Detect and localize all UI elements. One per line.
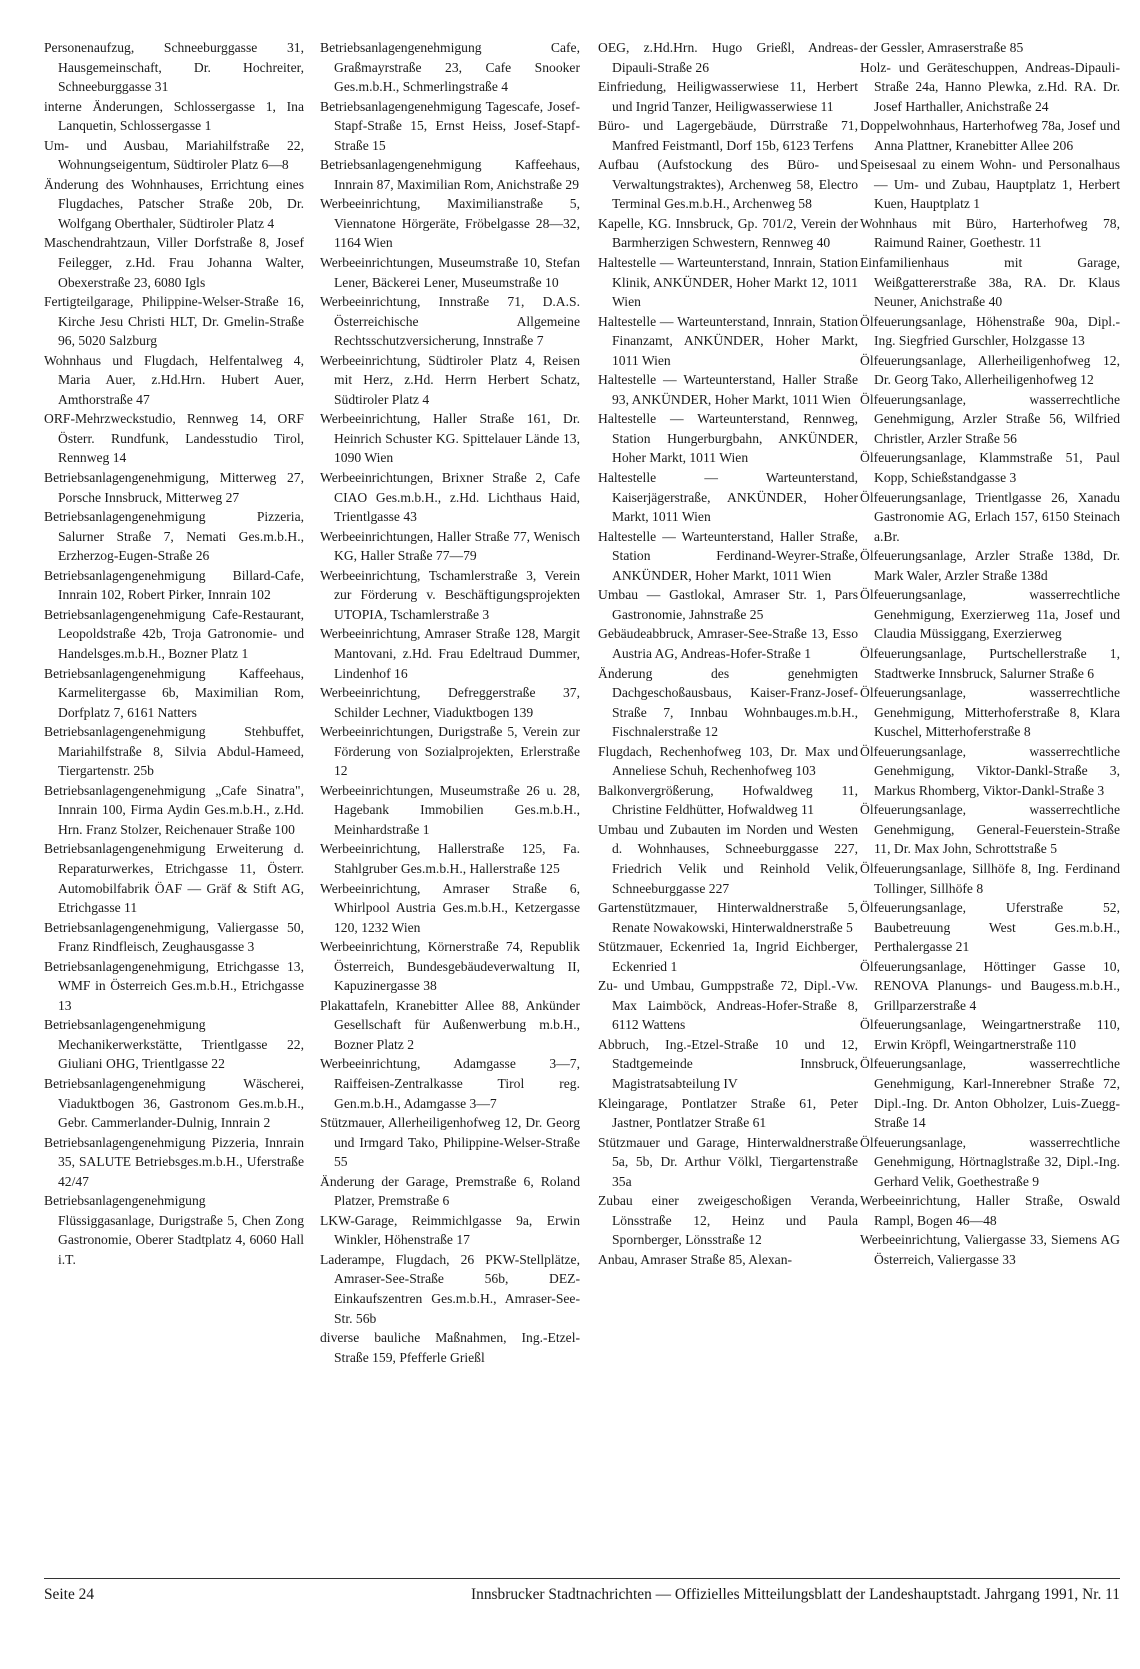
permit-entry: Stützmauer, Allerheiligenhofweg 12, Dr. Georg und Irmgard Tako, Philippine-Welser-Straße 55 xyxy=(320,1115,580,1170)
permit-entry: Fertigteilgarage, Philippine-Welser-Straße 16, Kirche Jesu Christi HLT, Dr. Gmelin-Straße 96, 5020 Salzburg xyxy=(44,294,304,349)
permit-entry: Haltestelle — Warteunterstand, Haller Straße 93, ANKÜNDER, Hoher Markt, 1011 Wien xyxy=(598,372,858,407)
column-3 xyxy=(598,38,858,1570)
publication-line: Innsbrucker Stadtnachrichten — Offizielles Mitteilungsblatt der Landeshauptstadt. Jahrgang 1991, Nr. 11 xyxy=(471,1586,1120,1603)
permit-entry: Ölfeuerungsanlage, Höhenstraße 90a, Dipl.-Ing. Siegfried Gurschler, Holzgasse 13 xyxy=(860,313,1120,349)
permit-entry: LKW-Garage, Reimmichlgasse 9a, Erwin Winkler, Höhenstraße 17 xyxy=(320,1212,580,1248)
permit-entry: Zu- und Umbau, Gumppstraße 72, Dipl.-Vw. Max Laimböck, Andreas-Hofer-Straße 8, 6112 Wattens xyxy=(598,978,858,1033)
permit-entry: Ölfeuerungsanlage, Weingartnerstraße 110, Erwin Kröpfl, Weingartnerstraße 110 xyxy=(860,1017,1120,1052)
permit-entry: Betriebsanlagengenehmigung Wäscherei, Viaduktbogen 36, Gastronom Ges.m.b.H., Gebr. Cammerlander-Dulnig, Innrain 2 xyxy=(44,1075,304,1131)
permit-entry: diverse bauliche Maßnahmen, Ing.-Etzel-Straße 159, Pfefferle Grießl xyxy=(320,1330,580,1365)
page-number: Seite 24 xyxy=(44,1586,95,1603)
permit-entry: Änderung des Wohnhauses, Errichtung eines Flugdaches, Patscher Straße 20b, Dr. Wolfgang Oberthaler, Südtiroler Platz 4 xyxy=(44,176,304,231)
permit-entry: Ölfeuerungsanlage, Purtschellerstraße 1, Stadtwerke Innsbruck, Salurner Straße 6 xyxy=(860,645,1120,681)
permit-entry: Holz- und Geräteschuppen, Andreas-Dipauli-Straße 24a, Hanno Plewka, z.Hd. RA. Dr. Josef Harthaller, Anichstraße 24 xyxy=(860,59,1120,114)
permit-entry: Büro- und Lagergebäude, Dürrstraße 71, Manfred Feistmantl, Dorf 15b, 6123 Terfens xyxy=(598,118,858,153)
permit-entry: Betriebsanlagengenehmigung Erweiterung d. Reparaturwerkes, Etrichgasse 11, Österr. Automobilfabrik ÖAF — Gräf & Stift AG, Etrichgasse 11 xyxy=(44,841,304,916)
permit-entry: Kleingarage, Pontlatzer Straße 61, Peter Jastner, Pontlatzer Straße 61 xyxy=(598,1095,858,1131)
permit-entry: Laderampe, Flugdach, 26 PKW-Stellplätze, Amraser-See-Straße 56b, DEZ-Einkaufszentren Ges.m.b.H., Amraser-See-Str. 56b xyxy=(320,1251,580,1326)
permit-entry: Speisesaal zu einem Wohn- und Personalhaus — Um- und Zubau, Hauptplatz 1, Herbert Kuen, Hauptplatz 1 xyxy=(860,157,1120,212)
permit-entry: Betriebsanlagengenehmigung, Mitterweg 27, Porsche Innsbruck, Mitterweg 27 xyxy=(44,470,304,505)
permit-entry: OEG, z.Hd.Hrn. Hugo Grießl, Andreas-Dipauli-Straße 26 xyxy=(598,40,858,75)
permit-entry: Betriebsanlagengenehmigung Billard-Cafe, Innrain 102, Robert Pirker, Innrain 102 xyxy=(44,567,304,603)
permit-entry: Betriebsanlagengenehmigung Stehbuffet, Mariahilfstraße 8, Silvia Abdul-Hameed, Tiergartenstr. 25b xyxy=(44,724,304,779)
permit-entry: ORF-Mehrzweckstudio, Rennweg 14, ORF Österr. Rundfunk, Landesstudio Tirol, Rennweg 14 xyxy=(44,411,304,466)
permit-entry: Gebäudeabbruck, Amraser-See-Straße 13, Esso Austria AG, Andreas-Hofer-Straße 1 xyxy=(598,626,858,661)
permit-entry: Werbeeinrichtung, Adamgasse 3—7, Raiffeisen-Zentralkasse Tirol reg. Gen.m.b.H., Adamgasse 3—7 xyxy=(320,1056,580,1111)
permit-entry: Ölfeuerungsanlage, Höttinger Gasse 10, RENOVA Planungs- und Baugess.m.b.H., Grillparzerstraße 4 xyxy=(860,958,1120,1013)
permit-entry: Personenaufzug, Schneeburggasse 31, Hausgemeinschaft, Dr. Hochreiter, Schneeburggasse 31 xyxy=(44,40,304,95)
permit-entry: Werbeeinrichtung, Amraser Straße 6, Whirlpool Austria Ges.m.b.H., Ketzergasse 120, 1232 Wien xyxy=(320,880,580,935)
permit-entry: Aufbau (Aufstockung des Büro- und Verwaltungstraktes), Archenweg 58, Electro Terminal Ges.m.b.H., Archenweg 58 xyxy=(598,157,858,212)
permit-entry: Haltestelle — Warteunterstand, Kaiserjägerstraße, ANKÜNDER, Hoher Markt, 1011 Wien xyxy=(598,470,858,525)
permit-entry: Haltestelle — Warteunterstand, Rennweg, Station Hungerburgbahn, ANKÜNDER, Hoher Markt, 1011 Wien xyxy=(598,411,858,466)
column-1 xyxy=(44,38,304,1570)
permit-entry: Werbeeinrichtung, Tschamlerstraße 3, Verein zur Förderung v. Beschäftigungsprojekten UTOPIA, Tschamlerstraße 3 xyxy=(320,567,580,622)
permit-entry: Betriebsanlagengenehmigung Kaffeehaus, Innrain 87, Maximilian Rom, Anichstraße 29 xyxy=(320,157,580,192)
permit-entry: Werbeeinrichtungen, Museumstraße 26 u. 28, Hagebank Immobilien Ges.m.b.H., Meinhardstraße 1 xyxy=(320,782,580,837)
permit-entry: Betriebsanlagengenehmigung Mechanikerwerkstätte, Trientlgasse 22, Giuliani OHG, Trientlgasse 22 xyxy=(44,1017,304,1072)
permit-entry: Werbeeinrichtung, Valiergasse 33, Siemens AG Österreich, Valiergasse 33 xyxy=(860,1232,1120,1267)
permit-entry: Stützmauer, Eckenried 1a, Ingrid Eichberger, Eckenried 1 xyxy=(598,939,858,974)
column-2 xyxy=(320,38,580,1570)
permit-entry: Umbau und Zubauten im Norden und Westen d. Wohnhauses, Schneeburggasse 227, Friedrich Velik und Reinhold Velik, Schneeburggasse 227 xyxy=(598,821,858,896)
permit-entry: Maschendrahtzaun, Viller Dorfstraße 8, Josef Feilegger, z.Hd. Frau Johanna Walter, Obexerstraße 23, 6080 Igls xyxy=(44,235,304,290)
permit-entry: Ölfeuerungsanlage, wasserrechtliche Genehmigung, Hörtnaglstraße 32, Dipl.-Ing. Gerhard Velik, Goethestraße 9 xyxy=(860,1134,1120,1189)
permit-entry: Ölfeuerungsanlage, wasserrechtliche Genehmigung, General-Feuerstein-Straße 11, Dr. Max John, Schrottstraße 5 xyxy=(860,802,1120,857)
permit-entry: Betriebsanlagengenehmigung, Etrichgasse 13, WMF in Österreich Ges.m.b.H., Etrichgasse 13 xyxy=(44,958,304,1013)
permit-entry: Wohnhaus mit Büro, Harterhofweg 78, Raimund Rainer, Goethestr. 11 xyxy=(860,215,1120,251)
permit-entry: Ölfeuerungsanlage, Sillhöfe 8, Ing. Ferdinand Tollinger, Sillhöfe 8 xyxy=(860,860,1120,896)
permit-entry: Werbeeinrichtung, Maximilianstraße 5, Viennatone Hörgeräte, Fröbelgasse 28—32, 1164 Wien xyxy=(320,196,580,251)
permit-entry: Gartenstützmauer, Hinterwaldnerstraße 5, Renate Nowakowski, Hinterwaldnerstraße 5 xyxy=(598,900,858,935)
permit-entry: Umbau — Gastlokal, Amraser Str. 1, Pars Gastronomie, Jahnstraße 25 xyxy=(598,587,858,622)
permit-entry: der Gessler, Amraserstraße 85 xyxy=(860,40,1024,55)
permit-entry: Plakattafeln, Kranebitter Allee 88, Ankünder Gesellschaft für Außenwerbung m.b.H., Bozner Platz 2 xyxy=(320,997,580,1052)
permit-entry: Ölfeuerungsanlage, wasserrechtliche Genehmigung, Exerzierweg 11a, Josef und Claudia Müssiggang, Exerzierweg xyxy=(860,587,1120,642)
permit-entry: Wohnhaus und Flugdach, Helfentalweg 4, Maria Auer, z.Hd.Hrn. Hubert Auer, Amthorstraße 47 xyxy=(44,352,304,407)
permit-entry: Betriebsanlagengenehmigung Cafe, Graßmayrstraße 23, Cafe Snooker Ges.m.b.H., Schmerlingstraße 4 xyxy=(320,40,580,95)
permit-entry: Zubau einer zweigeschoßigen Veranda, Lönsstraße 12, Heinz und Paula Spornberger, Lönsstraße 12 xyxy=(598,1193,858,1248)
permit-entry: Betriebsanlagengenehmigung Cafe-Restaurant, Leopoldstraße 42b, Troja Gatronomie- und Handelsges.m.b.H., Bozner Platz 1 xyxy=(44,606,304,661)
permit-entry: Ölfeuerungsanlage, Klammstraße 51, Paul Kopp, Schießstandgasse 3 xyxy=(860,450,1120,486)
permit-entry: Betriebsanlagengenehmigung Pizzeria, Innrain 35, SALUTE Betriebsges.m.b.H., Uferstraße 42/47 xyxy=(44,1134,304,1189)
permit-entry: Werbeeinrichtung, Körnerstraße 74, Republik Österreich, Bundesgebäudeverwaltung II, Kapuzinergasse 38 xyxy=(320,939,580,994)
permit-entry: Betriebsanlagengenehmigung „Cafe Sinatra", Innrain 100, Firma Aydin Ges.m.b.H., z.Hd. Hrn. Franz Stolzer, Reichenauer Straße 100 xyxy=(44,782,304,837)
permit-entry: Betriebsanlagengenehmigung Flüssiggasanlage, Durigstraße 5, Chen Zong Gastronomie, Oberer Stadtplatz 4, 6060 Hall i.T. xyxy=(44,1193,304,1267)
permit-entry: Werbeeinrichtung, Hallerstraße 125, Fa. Stahlgruber Ges.m.b.H., Hallerstraße 125 xyxy=(320,841,580,876)
permit-entry: Ölfeuerungsanlage, Arzler Straße 138d, Dr. Mark Waler, Arzler Straße 138d xyxy=(860,548,1120,583)
permit-entry: Änderung des genehmigten Dachgeschoßausbaus, Kaiser-Franz-Josef-Straße 7, Innbau Wohnbauges.m.b.H., Fischnalerstraße 12 xyxy=(598,665,858,740)
permit-entry: Ölfeuerungsanlage, wasserrechtliche Genehmigung, Karl-Innerebner Straße 72, Dipl.-Ing. Dr. Anton Obholzer, Luis-Zuegg-Straße 14 xyxy=(860,1056,1120,1131)
permit-entry: Betriebsanlagengenehmigung, Valiergasse 50, Franz Rindfleisch, Zeughausgasse 3 xyxy=(44,919,304,955)
permit-entry: Kapelle, KG. Innsbruck, Gp. 701/2, Verein der Barmherzigen Schwestern, Rennweg 40 xyxy=(598,215,858,251)
permit-entry: Einfamilienhaus mit Garage, Weißgattererstraße 38a, RA. Dr. Klaus Neuner, Anichstraße 40 xyxy=(860,255,1120,310)
permit-entry: Ölfeuerungsanlage, wasserrechtliche Genehmigung, Mitterhoferstraße 8, Klara Kuschel, Mitterhoferstraße 8 xyxy=(860,685,1120,740)
permit-entry: Ölfeuerungsanlage, wasserrechtliche Genehmigung, Viktor-Dankl-Straße 3, Markus Rhomberg, Viktor-Dankl-Straße 3 xyxy=(860,743,1120,798)
permit-entry: Flugdach, Rechenhofweg 103, Dr. Max und Anneliese Schuh, Rechenhofweg 103 xyxy=(598,743,858,779)
permit-entry: Anbau, Amraser Straße 85, Alexan- xyxy=(598,1251,793,1267)
permit-entry: Balkonvergrößerung, Hofwaldweg 11, Christine Feldhütter, Hofwaldweg 11 xyxy=(598,782,858,818)
permit-entry: Ölfeuerungsanlage, Trientlgasse 26, Xanadu Gastronomie AG, Erlach 157, 6150 Steinach a.Br. xyxy=(860,489,1120,544)
permit-entry: Abbruch, Ing.-Etzel-Straße 10 und 12, Stadtgemeinde Innsbruck, Magistratsabteilung IV xyxy=(598,1036,858,1091)
permit-entry: Werbeeinrichtungen, Haller Straße 77, Wenisch KG, Haller Straße 77—79 xyxy=(320,528,580,564)
permit-entry: Werbeeinrichtung, Haller Straße 161, Dr. Heinrich Schuster KG. Spittelauer Lände 13, 1090 Wien xyxy=(320,411,580,466)
permit-entry: Haltestelle — Warteunterstand, Innrain, Station Klinik, ANKÜNDER, Hoher Markt 12, 1011 Wien xyxy=(598,255,858,310)
permit-entry: Betriebsanlagengenehmigung Kaffeehaus, Karmelitergasse 6b, Maximilian Rom, Dorfplatz 7, 6161 Natters xyxy=(44,665,304,720)
permit-entry: Einfriedung, Heiligwasserwiese 11, Herbert und Ingrid Tanzer, Heiligwasserwiese 11 xyxy=(598,79,858,114)
permit-entry: Doppelwohnhaus, Harterhofweg 78a, Josef und Anna Plattner, Kranebitter Allee 206 xyxy=(860,118,1120,153)
column-4 xyxy=(860,38,1120,1570)
entry-columns xyxy=(44,38,1120,1570)
permit-entry: Werbeeinrichtung, Amraser Straße 128, Margit Mantovani, z.Hd. Frau Edeltraud Dummer, Lindenhof 16 xyxy=(320,626,580,681)
page-footer xyxy=(44,1586,1120,1608)
permit-entry: Änderung der Garage, Premstraße 6, Roland Platzer, Premstraße 6 xyxy=(320,1173,580,1209)
permit-entry: Werbeeinrichtungen, Museumstraße 10, Stefan Lener, Bäckerei Lener, Museumstraße 10 xyxy=(320,255,580,290)
permit-entry: Um- und Ausbau, Mariahilfstraße 22, Wohnungseigentum, Südtiroler Platz 6—8 xyxy=(44,137,304,173)
permit-entry: Werbeeinrichtung, Südtiroler Platz 4, Reisen mit Herz, z.Hd. Herrn Herbert Schatz, Südtiroler Platz 4 xyxy=(320,352,580,407)
permit-entry: Werbeeinrichtung, Defreggerstraße 37, Schilder Lechner, Viaduktbogen 139 xyxy=(320,685,580,720)
permit-entry: Werbeeinrichtung, Innstraße 71, D.A.S. Österreichische Allgemeine Rechtsschutzversicherung, Innstraße 7 xyxy=(320,294,580,349)
permit-entry: Haltestelle — Warteunterstand, Innrain, Station Finanzamt, ANKÜNDER, Hoher Markt, 1011 Wien xyxy=(598,313,858,368)
permit-entry: Betriebsanlagengenehmigung Pizzeria, Salurner Straße 7, Nemati Ges.m.b.H., Erzherzog-Eugen-Straße 26 xyxy=(44,509,304,564)
permit-entry: Stützmauer und Garage, Hinterwaldnerstraße 5a, 5b, Dr. Arthur Völkl, Tiergartenstraße 35a xyxy=(598,1134,858,1189)
permit-entry: Werbeeinrichtungen, Brixner Straße 2, Cafe CIAO Ges.m.b.H., z.Hd. Lichthaus Haid, Trientlgasse 43 xyxy=(320,470,580,525)
footer-rule xyxy=(44,1578,1120,1579)
permit-entry: Ölfeuerungsanlage, Allerheiligenhofweg 12, Dr. Georg Tako, Allerheiligenhofweg 12 xyxy=(860,352,1120,388)
permit-entry: Ölfeuerungsanlage, Uferstraße 52, Baubetreuung West Ges.m.b.H., Perthalergasse 21 xyxy=(860,900,1120,955)
permit-entry: Werbeeinrichtungen, Durigstraße 5, Verein zur Förderung von Sozialprojekten, Erlerstraße 12 xyxy=(320,724,580,779)
permit-entry: Haltestelle — Warteunterstand, Haller Straße, Station Ferdinand-Weyrer-Straße, ANKÜNDER, Hoher Markt, 1011 Wien xyxy=(598,528,858,583)
permit-entry: Ölfeuerungsanlage, wasserrechtliche Genehmigung, Arzler Straße 56, Wilfried Christler, Arzler Straße 56 xyxy=(860,391,1120,446)
permit-entry: Betriebsanlagengenehmigung Tagescafe, Josef-Stapf-Straße 15, Ernst Heiss, Josef-Stapf-Straße 15 xyxy=(320,98,580,153)
permit-entry: Werbeeinrichtung, Haller Straße, Oswald Rampl, Bogen 46—48 xyxy=(860,1193,1120,1228)
permit-entry: interne Änderungen, Schlossergasse 1, Ina Lanquetin, Schlossergasse 1 xyxy=(44,98,304,134)
